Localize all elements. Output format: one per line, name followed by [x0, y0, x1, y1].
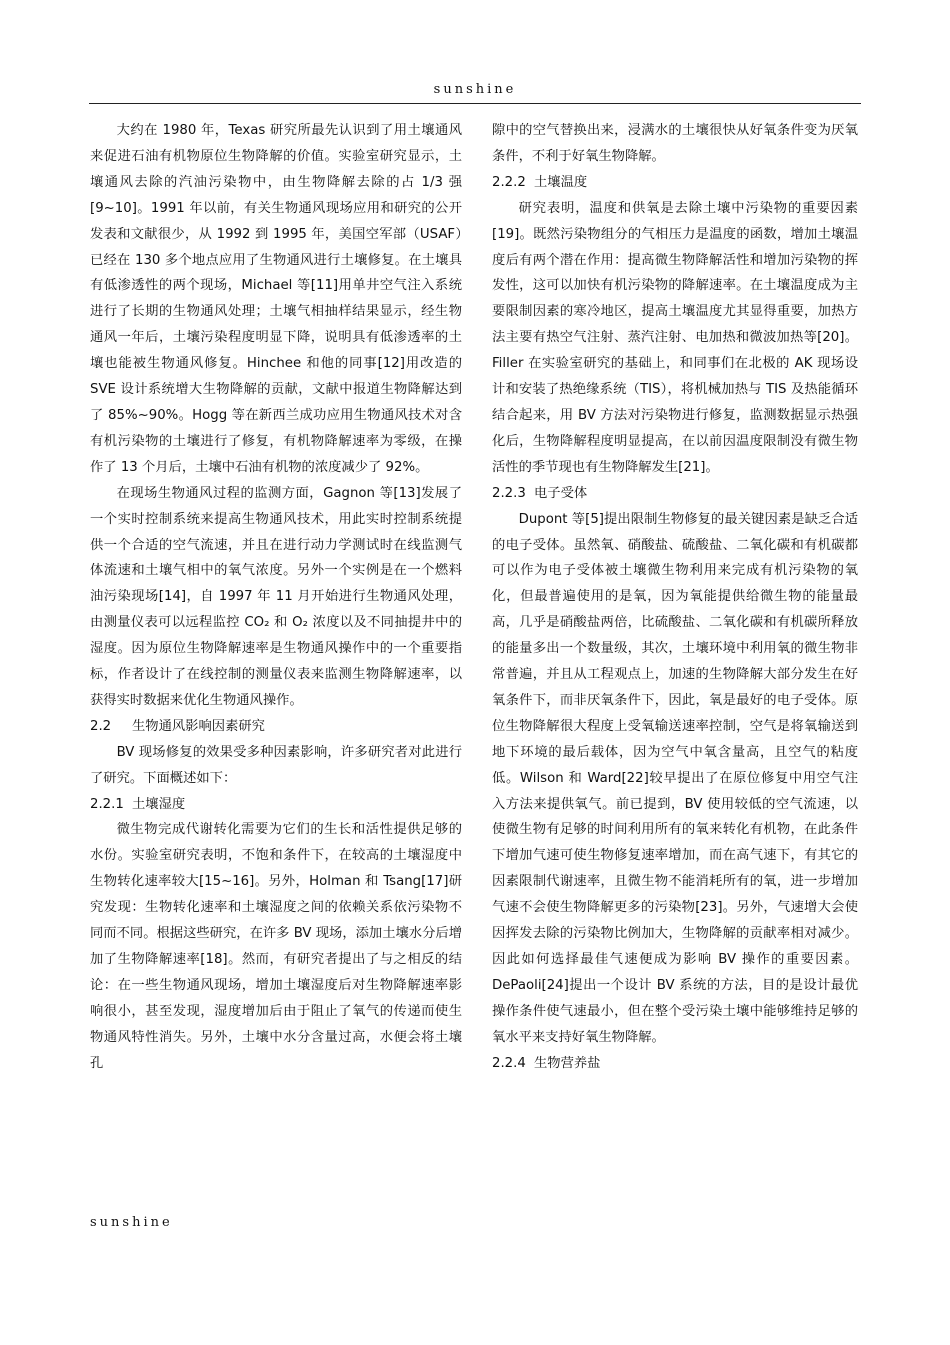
paragraph: 微生物完成代谢转化需要为它们的生长和活性提供足够的水份。实验室研究表明，不饱和条件下，在较高的土壤湿度中生物转化速率较大[15~16]。另外，Holman 和 Tsang[17]研究发现：生物转化速率和土壤湿度之间的依赖关系依污染物不同而不同。根据这些研究，在许多 BV 现场，添加土壤水分后增加了生物降解速率[18]。然而，有研究者提出了与之相反的结论：在一些生物通风现场，增加土壤湿度后对生物降解速率影响很小，甚至发现，湿度增加后由于阻止了氧气的传递而使生物通风特性消失。另外，土壤中水分含量过高，水便会将土壤孔 — [90, 822, 462, 1071]
paragraph: 大约在 1980 年，Texas 研究所最先认识到了用土壤通风来促进石油有机物原位生物降解的价值。实验室研究显示，土壤通风去除的汽油污染物中，由生物降解去除的占 1/3 强[9~10]。1991 年以前，有关生物通风现场应用和研究的公开发表和文献很少，从 1992 到 1995 年，美国空军部（USAF）已经在 130 多个地点应用了生物通风进行土壤修复。在土壤具有低渗透性的两个现场，Michael 等[11]用单井空气注入系统进行了长期的生物通风处理；土壤气相抽样结果显示，经生物通风一年后，土壤污染程度明显下降，说明具有低渗透率的土壤也能被生物通风修复。Hinchee 和他的同事[12]用改造的 SVE 设计系统增大生物降解的贡献，文献中报道生物降解达到了 85%~90%。Hogg 等在新西兰成功应用生物通风技术对含有机污染物的土壤进行了修复，有机物降解速率为零级，在操作了 13 个月后，土壤中石油有机物的浓度减少了 92%。 — [90, 123, 462, 475]
paragraph: 研究表明，温度和供氧是去除土壤中污染物的重要因素[19]。既然污染物组分的气相压力是温度的函数，增加土壤温度后有两个潜在作用：提高微生物降解活性和增加污染物的挥发性，这可以加快有机污染物的降解速率。在土壤温度成为主要限制因素的寒冷地区，提高土壤温度尤其显得重要，加热方法主要有热空气注射、蒸汽注射、电加热和微波加热等[20]。Filler 在实验室研究的基础上，和同事们在北极的 AK 现场设计和安装了热绝缘系统（TIS），将机械加热与 TIS 及热能循环结合起来，用 BV 方法对污染物进行修复，监测数据显示热强化后，生物降解程度明显提高，在以前因温度限制没有微生物活性的季节现也有生物降解发生[21]。 — [492, 200, 858, 475]
section-heading — [492, 170, 858, 196]
section-number: 2.2 — [90, 718, 112, 734]
section-number: 2.2.1 — [90, 796, 124, 812]
section-number: 2.2.4 — [492, 1055, 526, 1071]
section-heading — [90, 792, 462, 818]
right-column — [492, 118, 858, 1077]
section-title: 土壤湿度 — [132, 796, 186, 812]
section-title: 生物营养盐 — [534, 1055, 601, 1071]
section-heading — [492, 1051, 858, 1077]
section-heading — [492, 481, 858, 507]
section-title: 电子受体 — [534, 485, 588, 501]
paragraph: 在现场生物通风过程的监测方面，Gagnon 等[13]发展了一个实时控制系统来提高生物通风技术，用此实时控制系统提供一个合适的空气流速，并且在进行动力学测试时在线监测气体流速和土壤气相中的氧气浓度。另外一个实例是在一个燃料油污染现场[14]，自 1997 年 11 月开始进行生物通风处理，由测量仪表可以远程监控 CO₂ 和 O₂ 浓度以及不同抽提井中的湿度。因为原位生物降解速率是生物通风操作中的一个重要指标，作者设计了在线控制的测量仪表来监测生物降解速率，以获得实时数据来优化生物通风操作。 — [90, 485, 462, 708]
left-column — [90, 118, 462, 1077]
section-title: 生物通风影响因素研究 — [132, 718, 265, 734]
section-heading — [90, 714, 462, 740]
paragraph: Dupont 等[5]提出限制生物修复的最关键因素是缺乏合适的电子受体。虽然氧、硝酸盐、硫酸盐、二氧化碳和有机碳都可以作为电子受体被土壤微生物利用来完成有机污染物的氧化，但最普遍使用的是氧，因为氧能提供给微生物的能量最高，几乎是硝酸盐两倍，比硫酸盐、二氧化碳和有机碳所释放的能量多出一个数量级，其次，土壤环境中利用氧的微生物非常普遍，并且从工程观点上，加速的生物降解大部分发生在好氧条件下，而非厌氧条件下，因此，氧是最好的电子受体。原位生物降解很大程度上受氧输送速率控制，空气是将氧输送到地下环境的最后载体，因为空气中氧含量高，且空气的粘度低。Wilson 和 Ward[22]较早提出了在原位修复中用空气注入方法来提供氧气。前已提到，BV 使用较低的空气流速，以使微生物有足够的时间利用所有的氧来转化有机物，在此条件下增加气速可使生物修复速率增加，而在高气速下，有其它的因素限制代谢速率，且微生物不能消耗所有的氧，进一步增加气速不会使生物降解更多的污染物[23]。另外，气速增大会使因挥发去除的污染物比例加大，生物降解的贡献率相对减少。因此如何选择最佳气速便成为影响 BV 操作的重要因素。DePaoli[24]提出一个设计 BV 系统的方法，目的是设计最优操作条件使气速最小，但在整个受污染土壤中能够维持足够的氧水平来支持好氧生物降解。 — [492, 511, 858, 1045]
paragraph: 隙中的空气替换出来，浸满水的土壤很快从好氧条件变为厌氧条件，不利于好氧生物降解。 — [492, 123, 858, 164]
header-rule — [89, 103, 861, 104]
section-number: 2.2.3 — [492, 485, 526, 501]
running-footer: sunshine — [90, 1215, 173, 1230]
section-title: 土壤温度 — [534, 174, 588, 190]
running-header: sunshine — [433, 82, 517, 97]
section-number: 2.2.2 — [492, 174, 526, 190]
paragraph: BV 现场修复的效果受多种因素影响，许多研究者对此进行了研究。下面概述如下： — [90, 744, 462, 786]
